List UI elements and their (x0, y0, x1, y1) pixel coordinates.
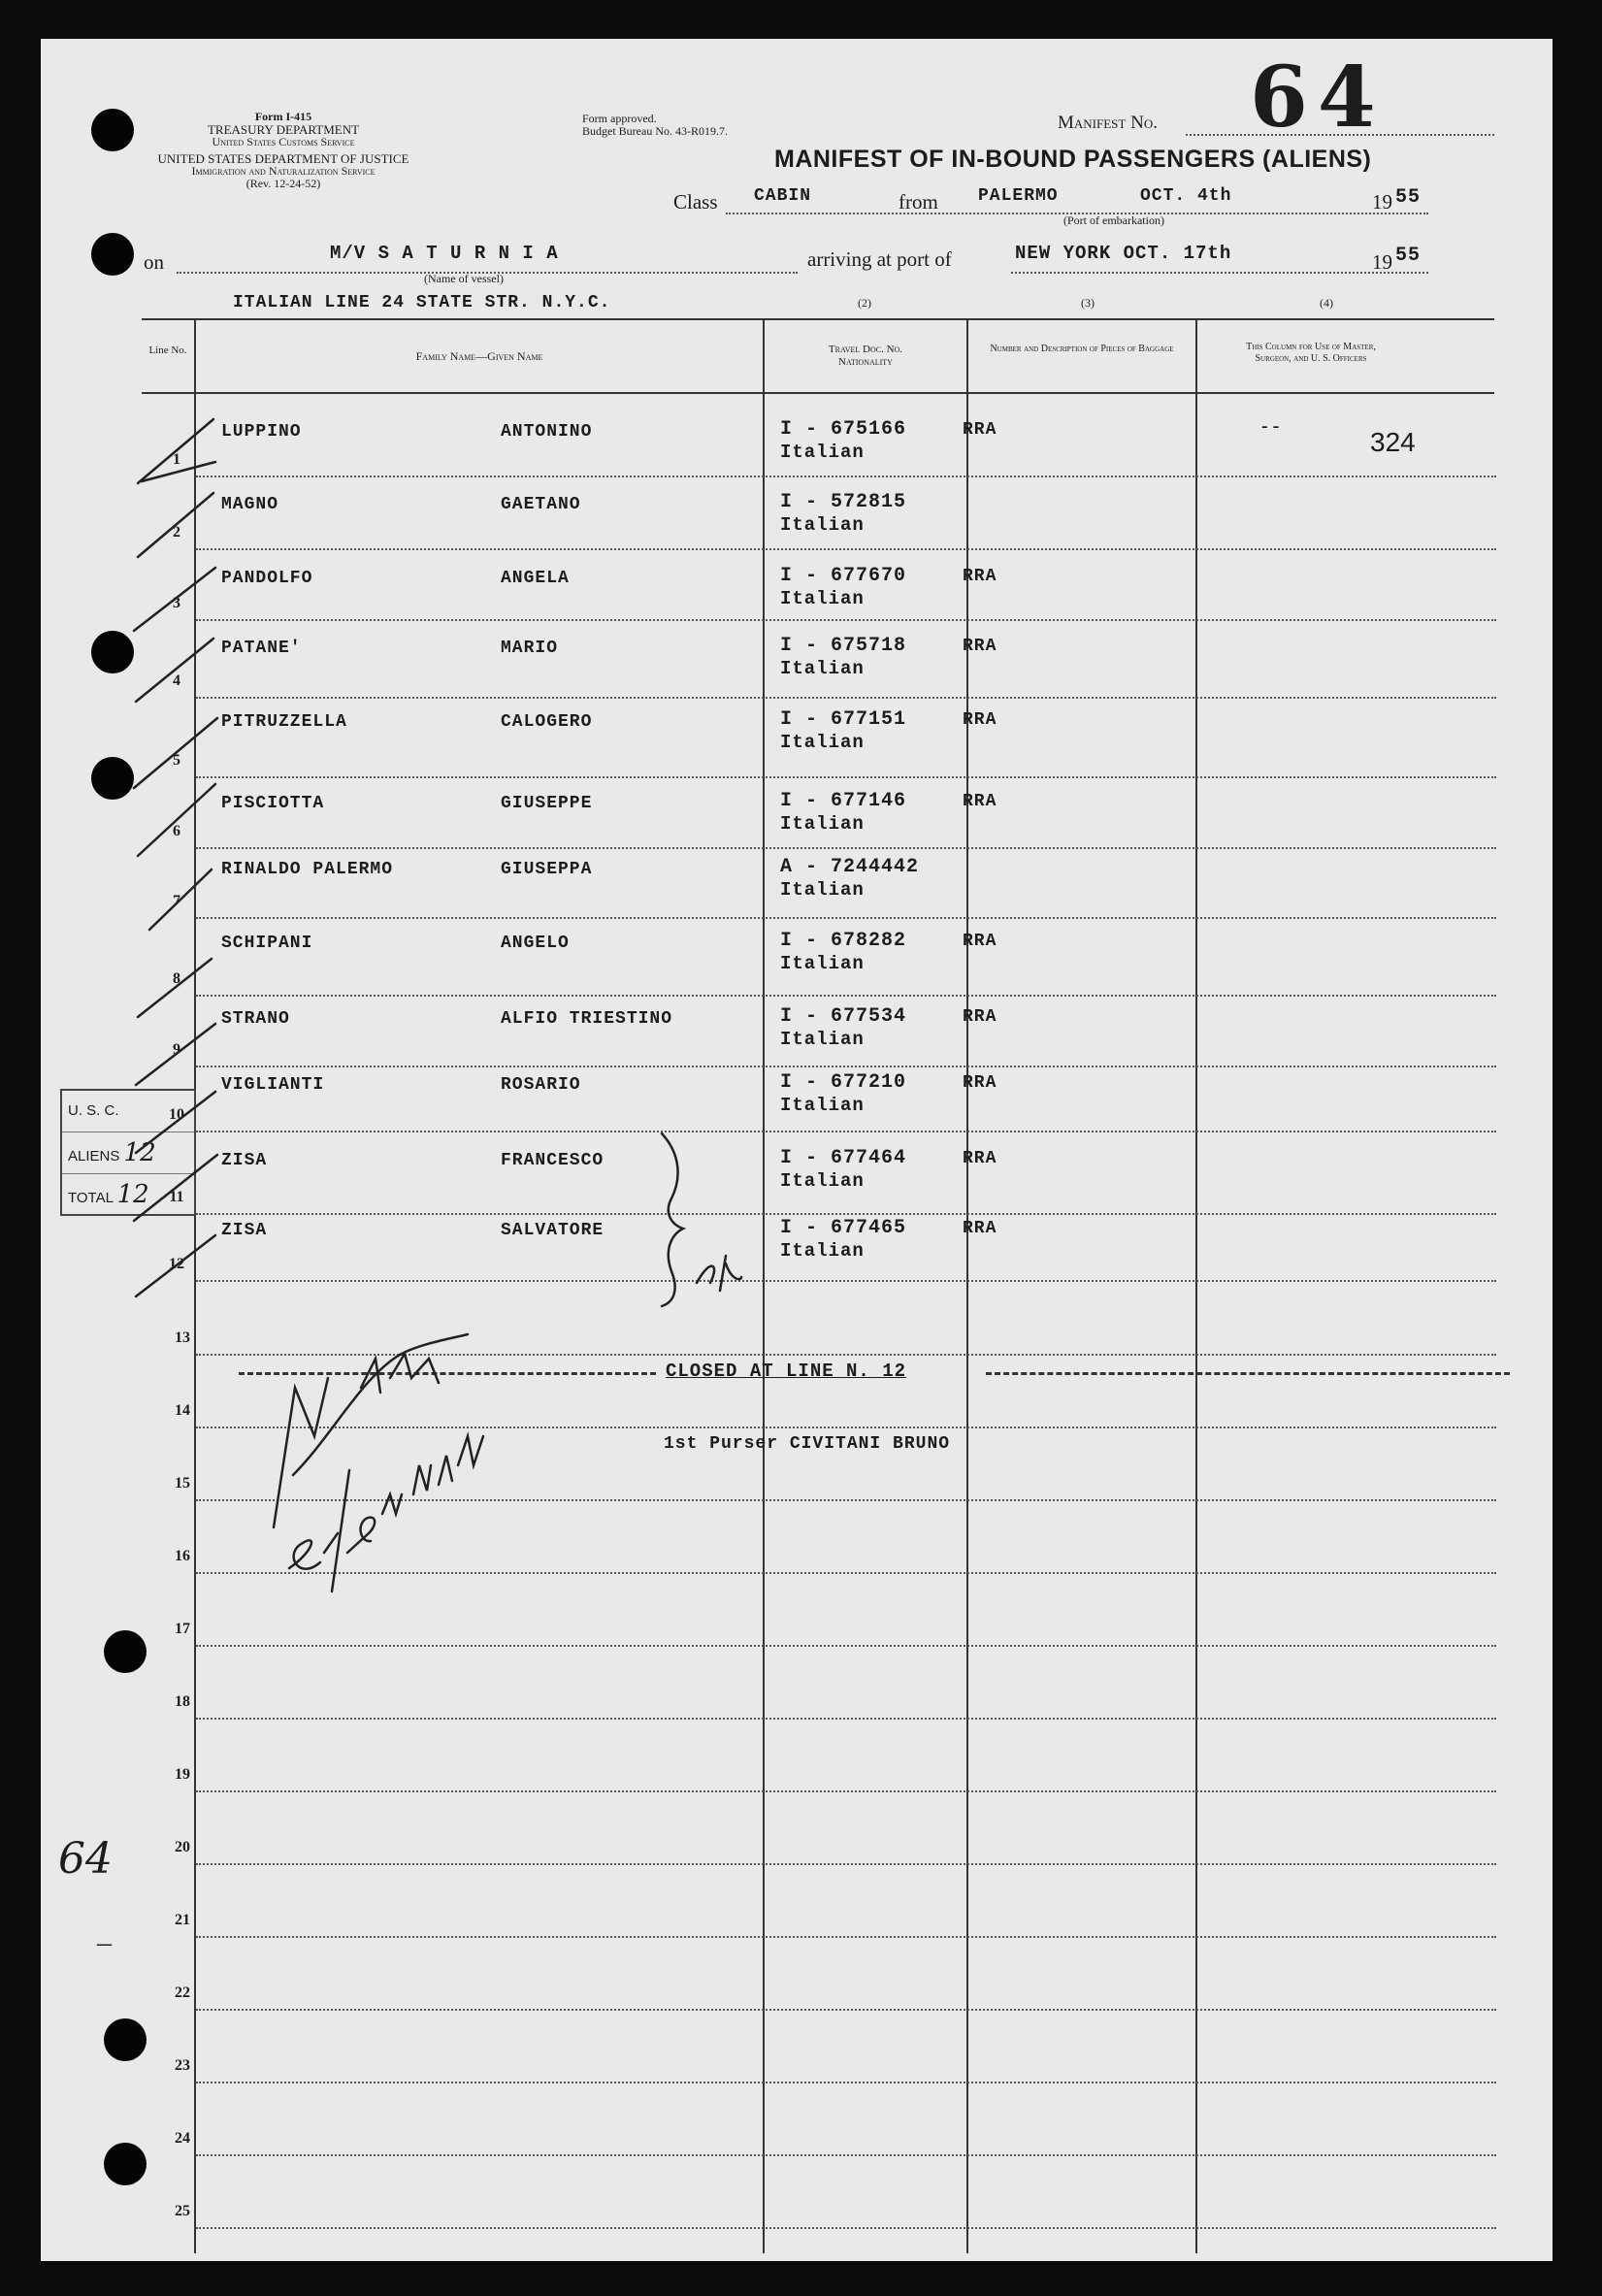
line-number: 1 (173, 451, 180, 468)
margin-number: 64 (58, 1834, 113, 1884)
col-header-line-no: Line No. (148, 344, 187, 356)
passenger-family-name: PATANE' (221, 639, 302, 658)
passenger-nationality: Italian (780, 1240, 865, 1262)
passenger-nationality: Italian (780, 953, 865, 974)
officer-number: 324 (1370, 427, 1416, 457)
passenger-nationality: Italian (780, 514, 865, 536)
col-marker-3: (3) (1081, 296, 1095, 310)
stamp-usc: U. S. C. (62, 1091, 194, 1132)
passenger-nationality: Italian (780, 1029, 865, 1050)
passenger-baggage: RRA (963, 1007, 997, 1027)
line-number: 7 (173, 893, 180, 909)
passenger-travel-doc: I - 677670 (780, 565, 907, 587)
passenger-baggage: RRA (963, 1149, 997, 1168)
manifest-page (41, 39, 1553, 2261)
line-number: 21 (175, 1912, 190, 1928)
line-number: 18 (175, 1693, 190, 1710)
arriving-label: arriving at port of (807, 247, 952, 271)
margin-dash: – (97, 1926, 112, 1958)
customs-service: United States Customs Service (212, 135, 355, 148)
on-label: on (144, 250, 164, 274)
handwritten-marks (41, 39, 1553, 2261)
line-number: 19 (175, 1766, 190, 1783)
purser-signature-line: 1st Purser CIVITANI BRUNO (664, 1434, 951, 1454)
class-label: Class (673, 190, 718, 213)
line-number: 11 (169, 1189, 184, 1205)
col-header-name: Family Name—Given Name (415, 349, 543, 363)
passenger-given-name: GAETANO (501, 495, 581, 514)
vessel-caption: (Name of vessel) (424, 272, 504, 285)
passenger-given-name: ANTONINO (501, 422, 593, 442)
year-prefix-1: 19 (1372, 190, 1392, 213)
passenger-given-name: SALVATORE (501, 1221, 605, 1240)
passenger-baggage: RRA (963, 567, 997, 586)
passenger-nationality: Italian (780, 732, 865, 753)
passenger-nationality: Italian (780, 442, 865, 463)
year-1: 55 (1395, 186, 1422, 209)
passenger-family-name: SCHIPANI (221, 934, 313, 953)
line-number: 17 (175, 1621, 190, 1637)
stamp-total: TOTAL (68, 1190, 114, 1206)
col-header-doc: Travel Doc. No. Nationality (828, 344, 903, 368)
line-number: 13 (175, 1329, 190, 1346)
passenger-nationality: Italian (780, 1170, 865, 1192)
passenger-nationality: Italian (780, 813, 865, 835)
passenger-travel-doc: I - 677151 (780, 708, 907, 731)
passenger-travel-doc: I - 677464 (780, 1147, 907, 1169)
from-value: PALERMO (978, 186, 1059, 206)
passenger-given-name: ANGELA (501, 569, 570, 588)
line-number: 22 (175, 1984, 190, 2001)
class-value: CABIN (754, 186, 812, 206)
year-prefix-2: 19 (1372, 250, 1392, 274)
passenger-nationality: Italian (780, 588, 865, 609)
col-header-baggage: Number and Description of Pieces of Baggage (990, 344, 1174, 354)
passenger-family-name: ZISA (221, 1221, 268, 1240)
line-number: 5 (173, 752, 180, 769)
line-office-address: ITALIAN LINE 24 STATE STR. N.Y.C. (233, 293, 611, 312)
passenger-given-name: MARIO (501, 639, 559, 658)
line-number: 23 (175, 2057, 190, 2074)
passenger-nationality: Italian (780, 1095, 865, 1116)
form-approved: Form approved. (582, 112, 657, 125)
passenger-baggage: RRA (963, 1219, 997, 1238)
passenger-travel-doc: I - 675166 (780, 418, 907, 441)
stamp-aliens-value: 12 (123, 1138, 156, 1167)
line-number: 4 (173, 672, 180, 689)
passenger-baggage: RRA (963, 637, 997, 656)
passenger-given-name: ROSARIO (501, 1075, 581, 1095)
passenger-travel-doc: I - 677534 (780, 1005, 907, 1028)
closed-at-line: CLOSED AT LINE N. 12 (666, 1361, 907, 1382)
passenger-travel-doc: I - 677146 (780, 790, 907, 812)
passenger-given-name: ANGELO (501, 934, 570, 953)
departure-date: OCT. 4th (1140, 186, 1232, 206)
passenger-travel-doc: I - 675718 (780, 635, 907, 657)
passenger-family-name: LUPPINO (221, 422, 302, 442)
form-number: Form I-415 (254, 110, 312, 123)
revision-date: (Rev. 12-24-52) (245, 177, 321, 190)
line-number: 3 (173, 595, 180, 611)
line-number: 25 (175, 2203, 190, 2219)
passenger-family-name: VIGLIANTI (221, 1075, 325, 1095)
passenger-nationality: Italian (780, 658, 865, 679)
passenger-given-name: GIUSEPPE (501, 794, 593, 813)
passenger-family-name: PANDOLFO (221, 569, 313, 588)
passenger-baggage: RRA (963, 1073, 997, 1093)
line-number: 6 (173, 823, 180, 839)
passenger-given-name: CALOGERO (501, 712, 593, 732)
arrival-port-date: NEW YORK OCT. 17th (1015, 243, 1232, 264)
passenger-baggage: RRA (963, 710, 997, 730)
year-2: 55 (1395, 245, 1422, 267)
passenger-given-name: GIUSEPPA (501, 860, 593, 879)
passenger-family-name: STRANO (221, 1009, 290, 1029)
treasury-dept: TREASURY DEPARTMENT (207, 122, 360, 137)
line-number: 8 (173, 970, 180, 987)
vessel-name: M/V S A T U R N I A (330, 243, 559, 264)
passenger-travel-doc: I - 572815 (780, 491, 907, 513)
ins-service: Immigration and Naturalization Service (191, 164, 376, 178)
line-number: 20 (175, 1839, 190, 1855)
passenger-baggage: RRA (963, 932, 997, 951)
passenger-family-name: RINALDO PALERMO (221, 860, 394, 879)
line-number: 10 (169, 1106, 184, 1123)
officer-dash-marks: - - (1261, 415, 1280, 437)
passenger-travel-doc: I - 678282 (780, 930, 907, 952)
line-number: 12 (169, 1256, 184, 1272)
passenger-travel-doc: I - 677465 (780, 1217, 907, 1239)
col-marker-4: (4) (1320, 296, 1333, 310)
from-label: from (899, 190, 938, 213)
port-caption: (Port of embarkation) (1063, 213, 1164, 227)
col-marker-2: (2) (858, 296, 871, 310)
passenger-given-name: ALFIO TRIESTINO (501, 1009, 673, 1029)
justice-dept: UNITED STATES DEPARTMENT OF JUSTICE (157, 151, 409, 166)
manifest-label: Manifest No. (1058, 113, 1158, 133)
passenger-baggage: RRA (963, 792, 997, 811)
budget-bureau: Budget Bureau No. 43-R019.7. (582, 124, 728, 138)
passenger-family-name: MAGNO (221, 495, 279, 514)
stamp-aliens: ALIENS (68, 1148, 120, 1164)
passenger-family-name: PISCIOTTA (221, 794, 325, 813)
passenger-given-name: FRANCESCO (501, 1151, 605, 1170)
passenger-baggage: RRA (963, 420, 997, 440)
stamp-total-value: 12 (116, 1180, 149, 1209)
passenger-family-name: PITRUZZELLA (221, 712, 347, 732)
line-number: 14 (175, 1402, 190, 1419)
line-number: 2 (173, 524, 180, 541)
line-number: 24 (175, 2130, 190, 2147)
col-header-officers: This Column for Use of Master, Surgeon, and U. S. Officers (1246, 342, 1376, 364)
line-number: 16 (175, 1548, 190, 1564)
manifest-title: MANIFEST OF IN-BOUND PASSENGERS (ALIENS) (774, 146, 1372, 173)
passenger-travel-doc: A - 7244442 (780, 856, 920, 878)
line-number: 9 (173, 1041, 180, 1058)
line-number: 15 (175, 1475, 190, 1492)
manifest-number: 64 (1250, 49, 1386, 147)
passenger-travel-doc: I - 677210 (780, 1071, 907, 1094)
passenger-nationality: Italian (780, 879, 865, 901)
passenger-family-name: ZISA (221, 1151, 268, 1170)
